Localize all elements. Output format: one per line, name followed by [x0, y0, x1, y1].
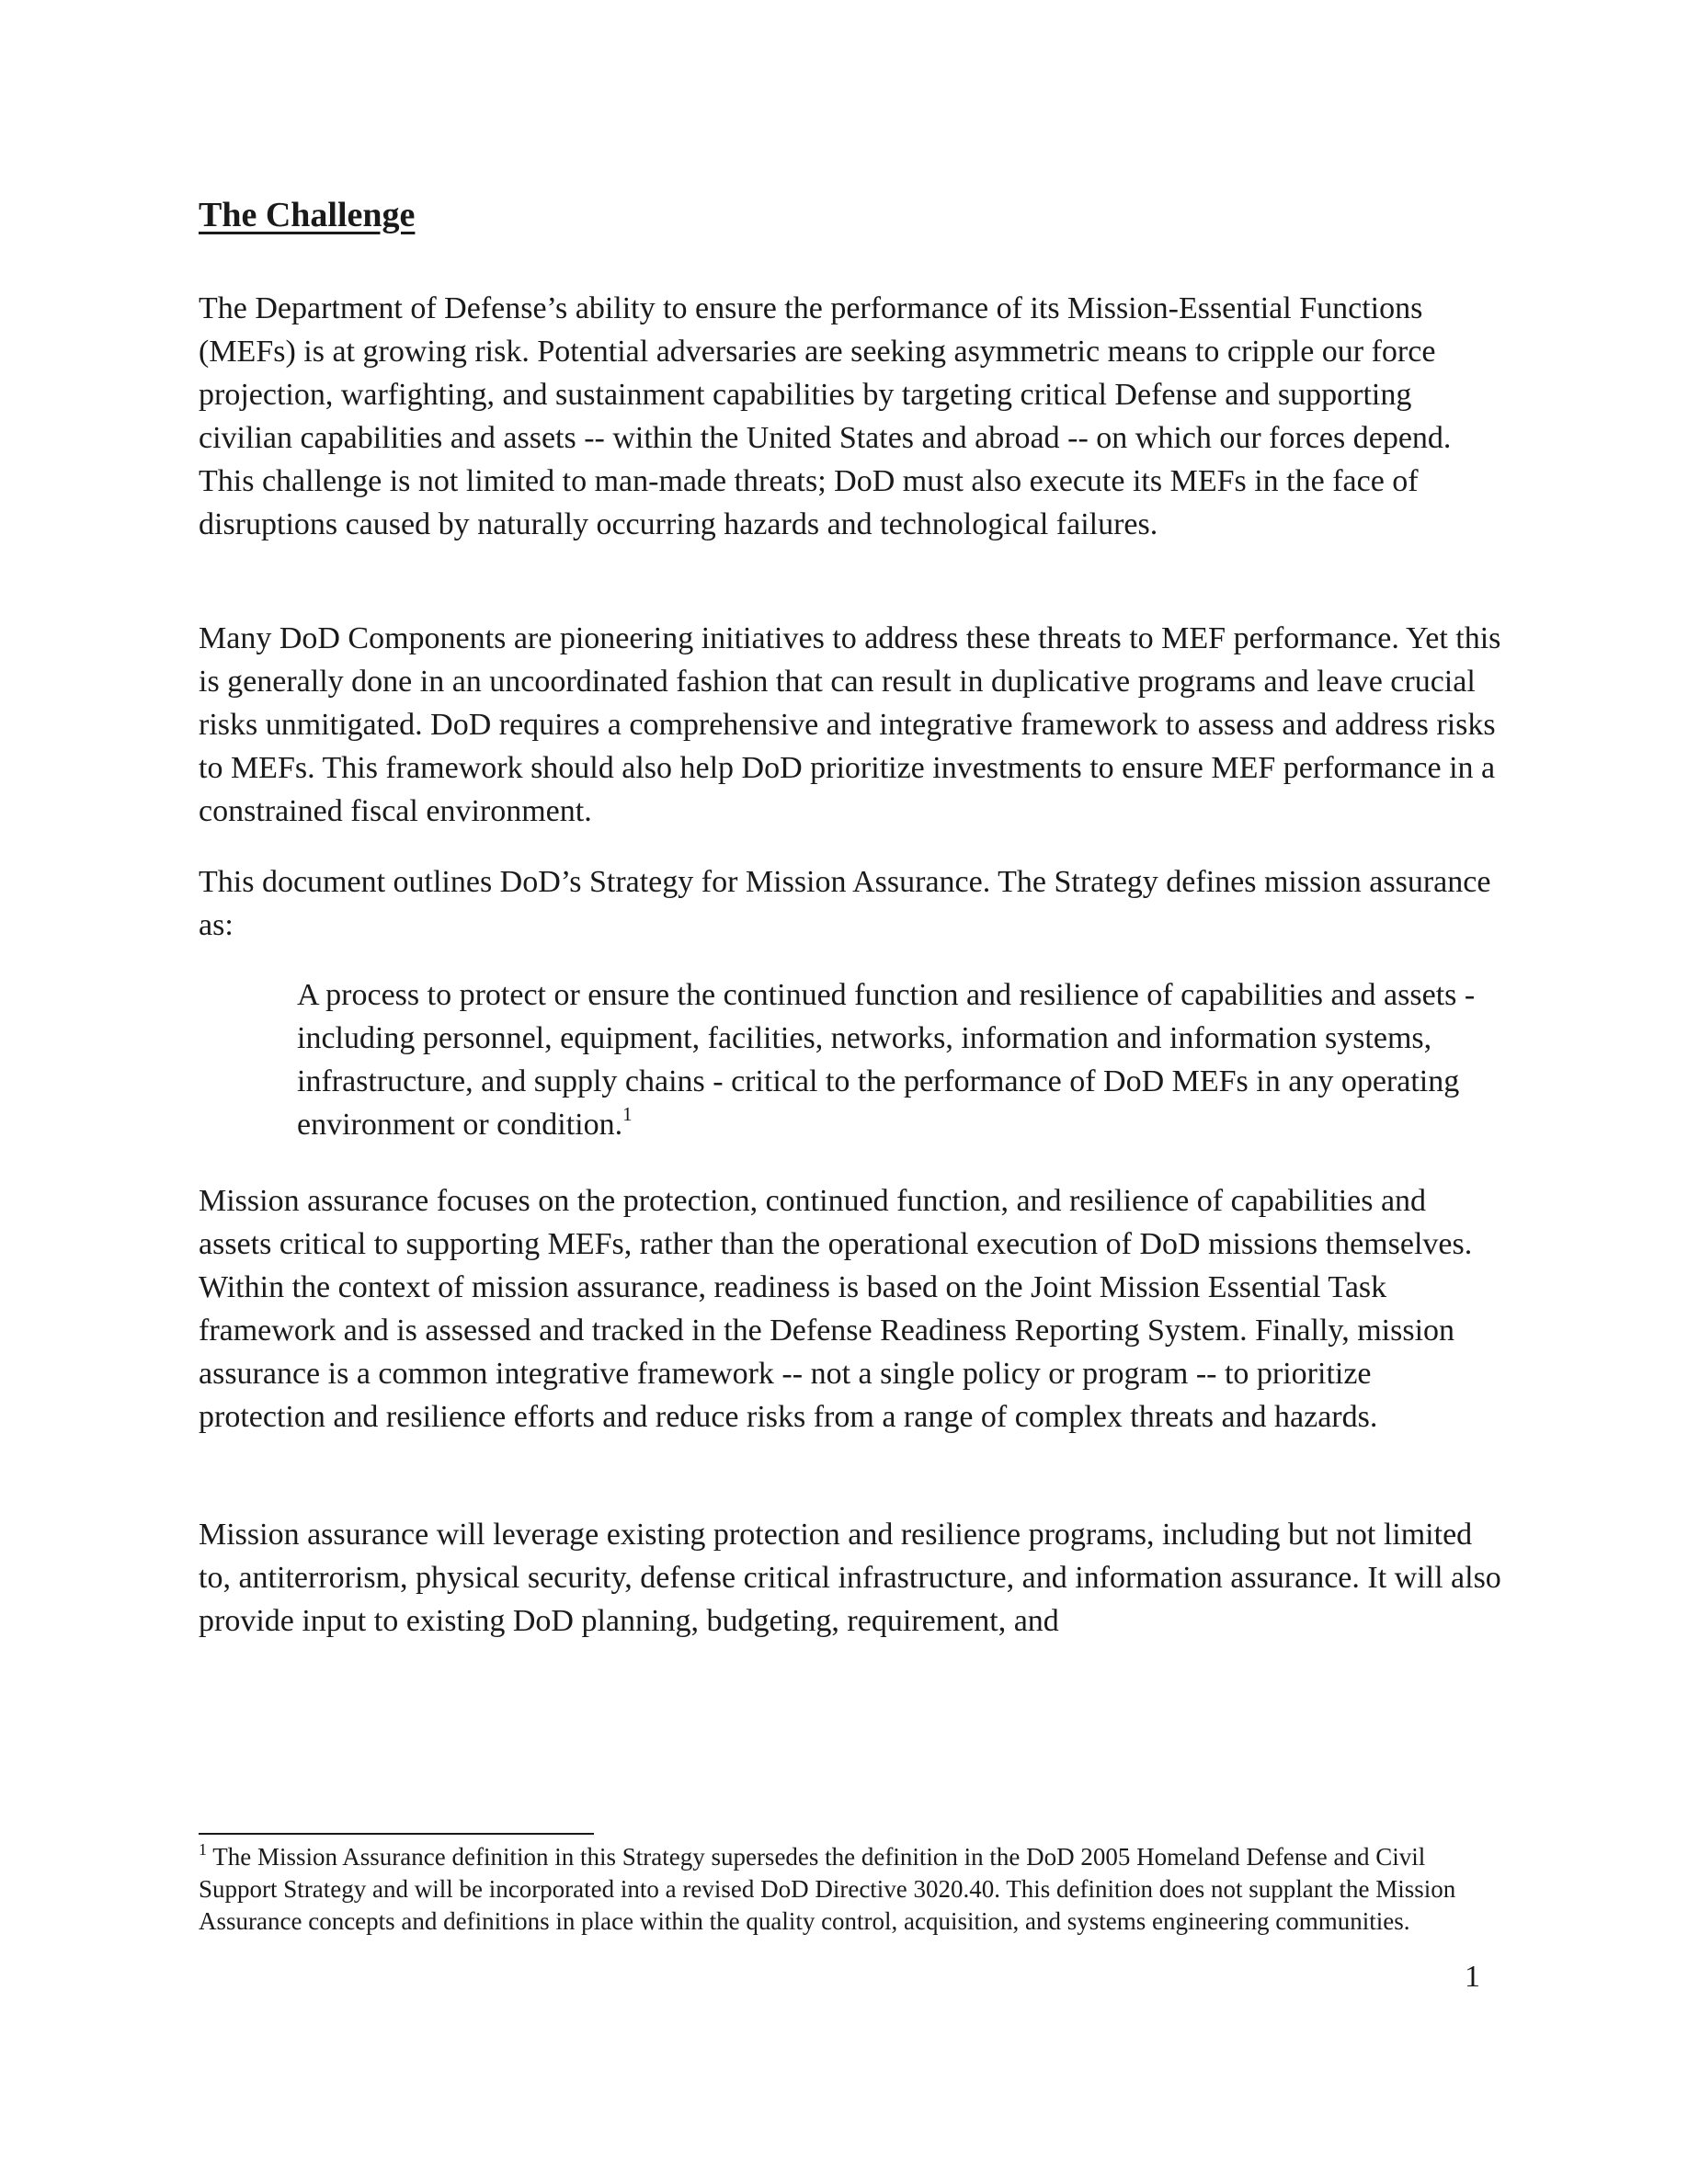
footnote-separator — [199, 1833, 594, 1835]
mission-assurance-definition — [297, 973, 1509, 1146]
paragraph-dod-components: Many DoD Components are pioneering initiatives to address these threats to MEF performance. Yet this is generally done in an uncoordinated fashion that can result in duplicative programs and leave crucial risks unmitigated. DoD requires a comprehensive and integrative framework to assess and address risks to MEFs. This framework should also help DoD prioritize investments to ensure MEF performance in a constrained fiscal environment. — [199, 621, 1501, 828]
footnote-text: The Mission Assurance definition in this Strategy supersedes the definition in the DoD 2005 Homeland Defense and Civil Support Strategy and will be incorporated into a revised DoD Directive 3020.40. This definition does not supplant the Mission Assurance concepts and definitions in place within the quality control, acquisition, and systems engineering communities. — [199, 1843, 1456, 1935]
section-heading: The Challenge — [199, 196, 416, 234]
footnote-marker: 1 — [199, 1840, 207, 1859]
page-number: 1 — [1465, 1960, 1480, 1994]
footnote-reference: 1 — [622, 1103, 633, 1125]
paragraph-strategy-outline: This document outlines DoD’s Strategy for Mission Assurance. The Strategy defines mission assurance as: — [199, 865, 1491, 942]
paragraph-leverage-programs: Mission assurance will leverage existing protection and resilience programs, including but not limited to, antiterrorism, physical security, defense critical infrastructure, and information assurance. It will also provide input to existing DoD planning, budgeting, requirement, and — [199, 1518, 1501, 1638]
footnote — [199, 1841, 1504, 1938]
definition-text: A process to protect or ensure the continued function and resilience of capabilities and assets - including personnel, equipment, facilities, networks, information and information systems, infrastructure, and supply chains - critical to the performance of DoD MEFs in any operating environment or condition. — [297, 978, 1476, 1142]
paragraph-mission-assurance-focus: Mission assurance focuses on the protection, continued function, and resilience of capabilities and assets critical to supporting MEFs, rather than the operational execution of DoD missions themselves. Within the context of mission assurance, readiness is based on the Joint Mission Essential Task framework and is assessed and tracked in the Defense Readiness Reporting System. Finally, mission assurance is a common integrative framework -- not a single policy or program -- to prioritize protection and resilience efforts and reduce risks from a range of complex threats and hazards. — [199, 1184, 1473, 1434]
paragraph-challenge-intro: The Department of Defense’s ability to ensure the performance of its Mission-Essential Functions (MEFs) is at growing risk. Potential adversaries are seeking asymmetric means to cripple our force projection, warfighting, and sustainment capabilities by targeting critical Defense and supporting civilian capabilities and assets -- within the United States and abroad -- on which our forces depend. This challenge is not limited to man-made threats; DoD must also execute its MEFs in the face of disruptions caused by naturally occurring hazards and technological failures. — [199, 291, 1452, 541]
